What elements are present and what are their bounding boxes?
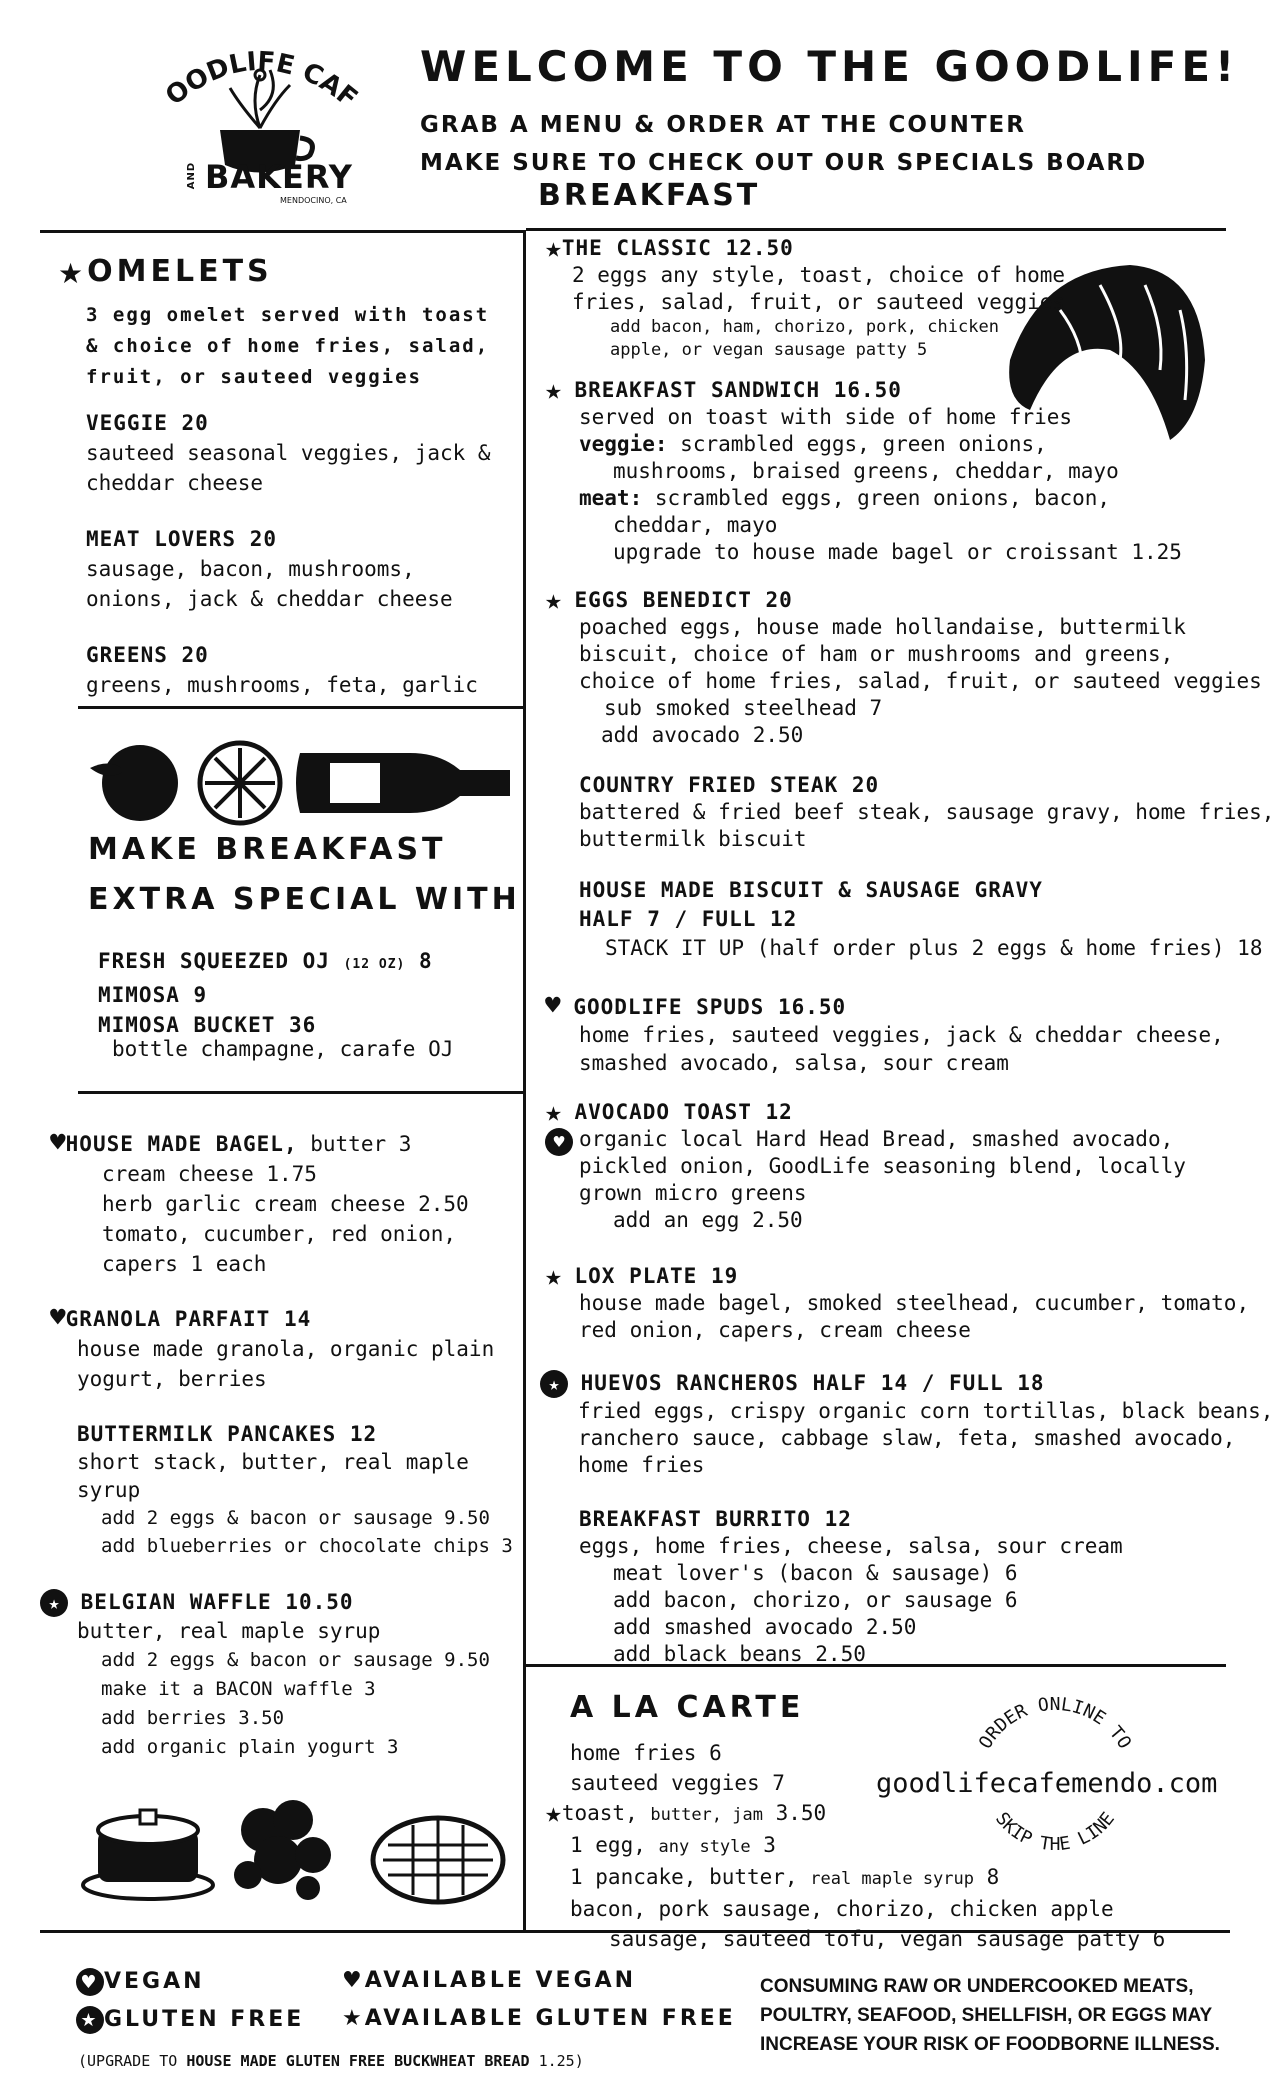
oj-size: (12 OZ)	[343, 957, 406, 972]
item-add: add an egg 2.50	[613, 1208, 803, 1232]
item-desc: (half order plus 2 eggs & home fries) 18	[756, 936, 1263, 960]
biscuit-gravy	[579, 876, 1262, 963]
center-divider	[523, 230, 526, 1930]
omelets-section	[58, 254, 273, 290]
food-safety-warning	[760, 1972, 1220, 2059]
available-vegan-heart-icon: ♥	[342, 1968, 365, 1993]
gluten-free-star-icon: ★	[545, 583, 562, 616]
item-desc: short stack, butter, real maple	[77, 1450, 469, 1474]
belgian-waffle	[40, 1588, 490, 1762]
item-name: COUNTRY FRIED STEAK 20	[579, 773, 880, 797]
item-add: add bacon, ham, chorizo, pork, chicken	[610, 317, 999, 337]
alacarte-item-note: real maple syrup	[810, 1869, 974, 1889]
legend-gluten-free	[76, 2006, 304, 2034]
drinks-title-2: EXTRA SPECIAL WITH	[88, 882, 521, 917]
item-desc: mushrooms, braised greens, cheddar, mayo	[613, 459, 1119, 483]
item-option: tomato, cucumber, red onion,	[102, 1222, 457, 1246]
item-desc: smashed avocado, salsa, sour cream	[579, 1051, 1009, 1075]
item-name: GOODLIFE SPUDS 16.50	[573, 995, 847, 1019]
item-desc: sausage, bacon, mushrooms,	[86, 557, 415, 581]
item-desc: ranchero sauce, cabbage slaw, feta, smashed avocado,	[578, 1426, 1236, 1450]
logo-arc-text: OODLIFE CAF	[160, 46, 360, 114]
item-desc: pickled onion, GoodLife seasoning blend, locally	[579, 1154, 1186, 1178]
upgrade-note-text: (UPGRADE TO	[78, 2052, 178, 2070]
item-add: add black beans 2.50	[613, 1642, 866, 1666]
item-name: AVOCADO TOAST 12	[574, 1100, 793, 1124]
gluten-free-star-icon: ★	[342, 2006, 365, 2031]
omelets-desc-line: & choice of home fries, salad,	[86, 335, 490, 357]
item-add: make it a BACON waffle 3	[101, 1678, 376, 1700]
eggs-benedict	[545, 583, 1262, 749]
website-link[interactable]: goodlifecafemendo.com	[876, 1768, 1218, 1799]
gluten-free-star-icon: ★	[545, 231, 562, 264]
item-name: LOX PLATE 19	[574, 1264, 739, 1288]
breakfast-sandwich	[545, 373, 1182, 566]
omelet-greens	[86, 640, 478, 700]
item-add: sub smoked steelhead 7	[604, 696, 883, 720]
item-add: add bacon, chorizo, or sausage 6	[613, 1588, 1018, 1612]
alacarte-item-price: 8	[986, 1865, 1000, 1889]
item-add: add avocado 2.50	[601, 723, 804, 747]
item-desc: 2 eggs any style, toast, choice of home	[572, 263, 1066, 287]
legend-vegan	[76, 1968, 205, 1996]
upgrade-note-bold: HOUSE MADE GLUTEN FREE BUCKWHEAT BREAD	[186, 2052, 530, 2070]
header-sub-1: GRAB A MENU & ORDER AT THE COUNTER	[420, 112, 1026, 138]
legend-label: AVAILABLE VEGAN	[364, 1968, 637, 1993]
item-desc: butter, real maple syrup	[77, 1619, 381, 1643]
mimosa-label: MIMOSA 9	[98, 983, 208, 1007]
omelets-desc-line: 3 egg omelet served with toast	[86, 304, 490, 326]
upgrade-note-text: 1.25)	[538, 2052, 584, 2070]
logo-location: MENDOCINO, CA	[280, 196, 347, 205]
champagne-bottle-icon	[296, 753, 510, 813]
item-desc: biscuit, choice of ham or mushrooms and greens,	[579, 642, 1174, 666]
vegan-circle-heart-icon: ♥	[76, 1968, 104, 1996]
item-desc: scrambled eggs, green onions,	[680, 432, 1047, 456]
item-desc: sauteed seasonal veggies, jack &	[86, 441, 491, 465]
item-option: herb garlic cream cheese 2.50	[102, 1192, 469, 1216]
page-title: WELCOME TO THE GOODLIFE!	[420, 42, 1240, 91]
warning-line: POULTRY, SEAFOOD, SHELLFISH, OR EGGS MAY	[760, 2005, 1213, 2026]
item-add: add blueberries or chocolate chips 3	[101, 1535, 513, 1557]
top-right-rule	[526, 228, 1226, 231]
item-desc: cheddar, mayo	[613, 513, 778, 537]
item-add: add organic plain yogurt 3	[101, 1736, 399, 1758]
gluten-free-circle-star-icon: ★	[40, 1589, 68, 1617]
alacarte-item: 1 egg,	[570, 1833, 646, 1857]
item-desc: poached eggs, house made hollandaise, buttermilk	[579, 615, 1186, 639]
item-add: add 2 eggs & bacon or sausage 9.50	[101, 1507, 490, 1529]
legend-label: AVAILABLE GLUTEN FREE	[364, 2006, 736, 2031]
item-desc: organic local Hard Head Bread, smashed avocado,	[579, 1127, 1174, 1151]
alacarte-item: 1 pancake, butter,	[570, 1865, 798, 1889]
item-add: apple, or vegan sausage patty 5	[610, 340, 928, 360]
omelet-meat-lovers	[86, 524, 453, 614]
oj-price: 8	[419, 949, 433, 973]
item-desc: home fries	[578, 1453, 705, 1477]
header-sub-2: MAKE SURE TO CHECK OUT OUR SPECIALS BOARD	[420, 150, 1148, 176]
item-desc: eggs, home fries, cheese, salsa, sour cream	[579, 1534, 1123, 1558]
drinks-title-1: MAKE BREAKFAST	[88, 832, 447, 867]
item-name: HOUSE MADE BAGEL,	[65, 1132, 298, 1156]
buttermilk-pancakes	[77, 1420, 513, 1560]
item-add: upgrade to house made bagel or croissant 1.25	[613, 540, 1182, 564]
item-price: butter 3	[310, 1132, 412, 1156]
drinks-list	[98, 946, 433, 1040]
gluten-free-circle-star-icon: ★	[540, 1370, 568, 1398]
item-name: BELGIAN WAFFLE 10.50	[80, 1590, 354, 1614]
item-desc: choice of home fries, salad, fruit, or sauteed veggies	[579, 669, 1262, 693]
alacarte-item: sausage, sauteed tofu, vegan sausage patty 6	[609, 1927, 1166, 1951]
skip-line-text: SKIP THE LINE	[991, 1808, 1119, 1856]
legend-available-vegan	[342, 1968, 636, 1993]
item-add: add 2 eggs & bacon or sausage 9.50	[101, 1649, 490, 1671]
item-name: THE CLASSIC 12.50	[561, 236, 794, 260]
item-name: HOUSE MADE BISCUIT & SAUSAGE GRAVY	[579, 878, 1043, 902]
warning-line: INCREASE YOUR RISK OF FOODBORNE ILLNESS.	[760, 2034, 1220, 2055]
lox-plate	[545, 1259, 1250, 1344]
huevos-rancheros	[540, 1370, 1273, 1479]
oj-label: FRESH SQUEEZED OJ	[98, 949, 330, 973]
logo-and: AND	[186, 161, 198, 190]
item-add: meat lover's (bacon & sausage) 6	[613, 1561, 1018, 1585]
house-bagel	[50, 1128, 469, 1279]
item-desc: served on toast with side of home fries	[579, 405, 1073, 429]
item-desc: yogurt, berries	[77, 1367, 267, 1391]
omelets-desc	[86, 300, 489, 393]
gluten-free-star-icon: ★	[545, 373, 562, 406]
alacarte-item: home fries 6	[570, 1741, 722, 1765]
gluten-free-star-icon: ★	[58, 257, 88, 290]
item-name: BREAKFAST SANDWICH 16.50	[574, 378, 902, 402]
gluten-free-star-icon: ★	[545, 1796, 562, 1829]
waffle-icon	[373, 1818, 503, 1902]
berries-icon	[234, 1800, 331, 1900]
the-classic	[545, 231, 1066, 362]
item-price: HALF 7 / FULL 12	[579, 907, 798, 931]
available-vegan-heart-icon: ♥	[545, 991, 561, 1021]
alacarte-item: sauteed veggies 7	[570, 1771, 785, 1795]
breakfast-burrito	[579, 1506, 1123, 1668]
order-online-text: ORDER ONLINE TO	[974, 1694, 1136, 1753]
omelets-title: OMELETS	[87, 254, 273, 289]
veggie-label: veggie:	[579, 432, 668, 456]
alacarte-item: bacon, pork sausage, chorizo, chicken apple	[570, 1897, 1114, 1921]
item-desc: buttermilk biscuit	[579, 827, 807, 851]
logo-bakery: BAKERY	[205, 158, 353, 196]
omelet-veggie	[86, 408, 491, 498]
gluten-free-upgrade-note	[78, 2052, 584, 2070]
gluten-free-star-icon: ★	[545, 1095, 562, 1128]
item-option: capers 1 each	[102, 1252, 267, 1276]
mimosa-bucket-label: MIMOSA BUCKET 36	[98, 1013, 317, 1037]
item-desc: house made granola, organic plain	[77, 1337, 495, 1361]
item-name: MEAT LOVERS 20	[86, 527, 278, 551]
item-name: BUTTERMILK PANCAKES 12	[77, 1422, 378, 1446]
legend-available-gluten-free	[342, 2006, 736, 2031]
orange-icon	[102, 745, 178, 821]
section-title: BREAKFAST	[538, 178, 761, 213]
top-left-rule	[40, 230, 526, 233]
warning-line: CONSUMING RAW OR UNDERCOOKED MEATS,	[760, 1976, 1194, 1997]
item-desc: onions, jack & cheddar cheese	[86, 587, 453, 611]
item-desc: syrup	[77, 1478, 141, 1502]
gluten-free-circle-star-icon: ★	[76, 2006, 104, 2034]
item-desc: house made bagel, smoked steelhead, cucumber, tomato,	[579, 1291, 1250, 1315]
alacarte-title: A LA CARTE	[570, 1690, 805, 1725]
alacarte-item-price: 3.50	[775, 1801, 827, 1825]
item-desc: scrambled eggs, green onions, bacon,	[654, 486, 1111, 510]
item-desc: fries, salad, fruit, or sauteed veggies	[572, 290, 1066, 314]
item-desc: battered & fried beef steak, sausage gravy, home fries,	[579, 800, 1275, 824]
bucket-desc: bottle champagne, carafe OJ	[112, 1037, 454, 1061]
item-name: EGGS BENEDICT 20	[574, 588, 793, 612]
gluten-free-star-icon: ★	[545, 1259, 562, 1292]
pancake-berries-waffle-illustration	[78, 1780, 518, 1910]
avocado-toast	[545, 1095, 1186, 1234]
meat-label: meat:	[579, 486, 643, 510]
item-desc: cheddar cheese	[86, 471, 264, 495]
item-desc: greens, mushrooms, feta, garlic	[86, 673, 478, 697]
item-desc: fried eggs, crispy organic corn tortillas, black beans,	[578, 1399, 1274, 1423]
goodlife-spuds	[545, 992, 1224, 1077]
vegan-circle-heart-icon: ♥	[545, 1128, 573, 1156]
omelets-desc-line: fruit, or sauteed veggies	[86, 366, 422, 388]
item-name: GRANOLA PARFAIT 14	[65, 1307, 312, 1331]
item-desc: home fries, sauteed veggies, jack & cheddar cheese,	[579, 1023, 1224, 1047]
country-fried-steak	[579, 772, 1274, 853]
alacarte-item-note: butter, jam	[650, 1805, 763, 1825]
stack-it-up-label: STACK IT UP	[605, 936, 745, 960]
pancake-stack-icon	[83, 1810, 213, 1899]
item-name: BREAKFAST BURRITO 12	[579, 1507, 852, 1531]
drinks-rule	[78, 1091, 525, 1094]
item-desc: grown micro greens	[579, 1181, 807, 1205]
item-add: add smashed avocado 2.50	[613, 1615, 917, 1639]
legend-label: VEGAN	[104, 1969, 205, 1994]
item-add: add berries 3.50	[101, 1707, 285, 1729]
available-vegan-heart-icon: ♥	[50, 1128, 66, 1158]
item-name: GREENS 20	[86, 643, 209, 667]
alacarte-item: toast,	[561, 1801, 638, 1825]
legend-label: GLUTEN FREE	[104, 2007, 305, 2032]
available-vegan-heart-icon: ♥	[50, 1303, 66, 1333]
fruit-bottle-illustration	[80, 728, 520, 828]
item-option: cream cheese 1.75	[102, 1162, 317, 1186]
logo	[160, 40, 360, 210]
alacarte-item-note: any style	[658, 1837, 751, 1857]
alacarte-item-price: 3	[763, 1833, 776, 1857]
item-desc: red onion, capers, cream cheese	[579, 1318, 971, 1342]
item-name: HUEVOS RANCHEROS HALF 14 / FULL 18	[580, 1371, 1045, 1395]
item-name: VEGGIE 20	[86, 411, 209, 435]
granola-parfait	[50, 1303, 494, 1394]
omelet-rule	[78, 706, 525, 709]
